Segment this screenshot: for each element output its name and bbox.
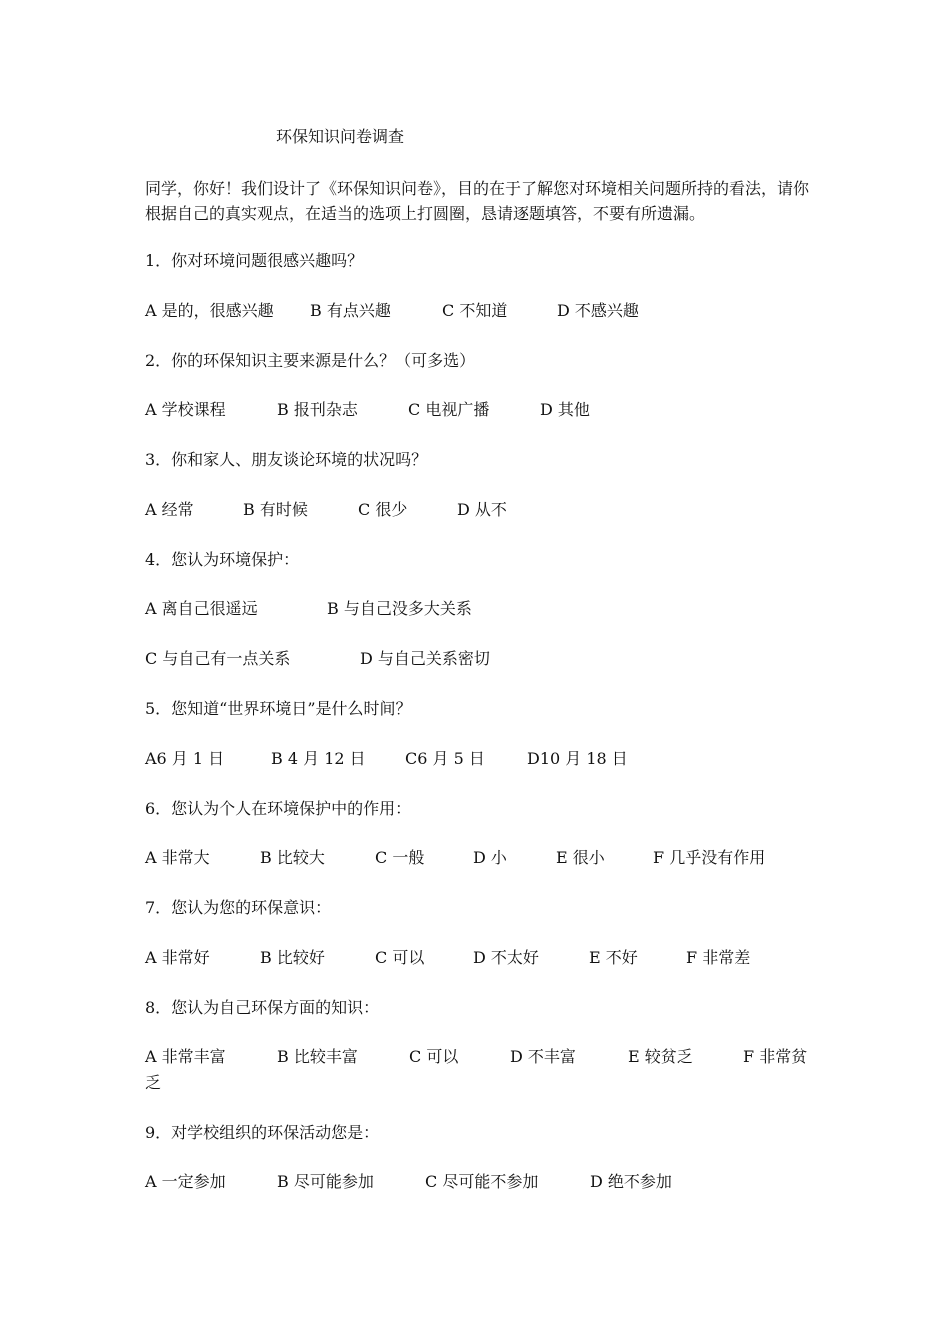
option-q9-d: D 绝不参加 [590, 1172, 672, 1191]
options-row-q2 [145, 399, 810, 421]
option-q7-f: F 非常差 [686, 948, 751, 967]
option-q4-b: B 与自己没多大关系 [327, 599, 472, 618]
option-q8-d: D 不丰富 [510, 1047, 576, 1066]
options-row-q3 [145, 499, 810, 521]
document-title: 环保知识问卷调查 [276, 127, 405, 146]
option-q6-d: D 小 [473, 848, 507, 867]
intro-paragraph: 同学，你好！我们设计了《环保知识问卷》，目的在于了解您对环境相关问题所持的看法，请你根据自己的真实观点，在适当的选项上打圆圈，恳请逐题填答，不要有所遗漏。 [145, 179, 810, 223]
option-q8-a: A 非常丰富 [145, 1047, 226, 1066]
options-row-q1 [145, 300, 810, 322]
option-q1-b: B 有点兴趣 [310, 301, 391, 320]
option-q9-a: A 一定参加 [145, 1172, 226, 1191]
question-7: 7．您认为您的环保意识： [145, 898, 332, 917]
option-q2-b: B 报刊杂志 [277, 400, 358, 419]
options-row-q5 [145, 748, 810, 770]
option-q8-e: E 较贫乏 [628, 1047, 693, 1066]
option-q3-c: C 很少 [358, 500, 408, 519]
option-q7-b: B 比较好 [260, 948, 325, 967]
option-q6-b: B 比较大 [260, 848, 325, 867]
options-row-q6 [145, 847, 810, 869]
option-q3-b: B 有时候 [243, 500, 308, 519]
question-6: 6．您认为个人在环境保护中的作用： [145, 799, 412, 818]
option-q8-c: C 可以 [409, 1047, 459, 1066]
option-q1-a: A 是的，很感兴趣 [145, 301, 274, 320]
option-q6-a: A 非常大 [145, 848, 210, 867]
options-row-q9 [145, 1171, 810, 1193]
question-4: 4．您认为环境保护： [145, 550, 300, 569]
option-q7-c: C 可以 [375, 948, 425, 967]
option-q7-a: A 非常好 [145, 948, 210, 967]
question-1: 1．你对环境问题很感兴趣吗？ [145, 251, 364, 270]
option-q6-f: F 几乎没有作用 [653, 848, 766, 867]
option-q7-d: D 不太好 [473, 948, 539, 967]
option-q3-d: D 从不 [457, 500, 507, 519]
option-q5-a: A6 月 1 日 [145, 749, 225, 768]
option-q1-c: C 不知道 [442, 301, 508, 320]
option-q6-e: E 很小 [556, 848, 605, 867]
option-q4-c: C 与自己有一点关系 [145, 649, 291, 668]
option-q3-a: A 经常 [145, 500, 194, 519]
question-5: 5．您知道“世界环境日”是什么时间？ [145, 699, 412, 718]
option-q9-c: C 尽可能不参加 [425, 1172, 539, 1191]
options-row-q7 [145, 947, 810, 969]
option-q8-b: B 比较丰富 [277, 1047, 358, 1066]
option-q4-d: D 与自己关系密切 [360, 649, 490, 668]
option-q5-d: D10 月 18 日 [527, 749, 628, 768]
option-q5-b: B 4 月 12 日 [271, 749, 366, 768]
option-q5-c: C6 月 5 日 [405, 749, 485, 768]
options-row-q8 [145, 1046, 810, 1068]
option-q8-f: F 非常贫 [743, 1047, 808, 1066]
option-q2-c: C 电视广播 [408, 400, 490, 419]
option-q2-d: D 其他 [540, 400, 590, 419]
option-q6-c: C 一般 [375, 848, 425, 867]
option-q8-f-wrap: 乏 [145, 1073, 162, 1092]
question-3: 3．你和家人、朋友谈论环境的状况吗？ [145, 450, 428, 469]
options-row-q4-1 [145, 598, 810, 620]
option-q7-e: E 不好 [589, 948, 638, 967]
option-q4-a: A 离自己很遥远 [145, 599, 258, 618]
options-row-q4-2 [145, 648, 810, 670]
option-q2-a: A 学校课程 [145, 400, 226, 419]
option-q9-b: B 尽可能参加 [277, 1172, 374, 1191]
question-8: 8．您认为自己环保方面的知识： [145, 998, 380, 1017]
question-2: 2．你的环保知识主要来源是什么？（可多选） [145, 351, 476, 370]
question-9: 9．对学校组织的环保活动您是： [145, 1123, 380, 1142]
option-q1-d: D 不感兴趣 [557, 301, 639, 320]
